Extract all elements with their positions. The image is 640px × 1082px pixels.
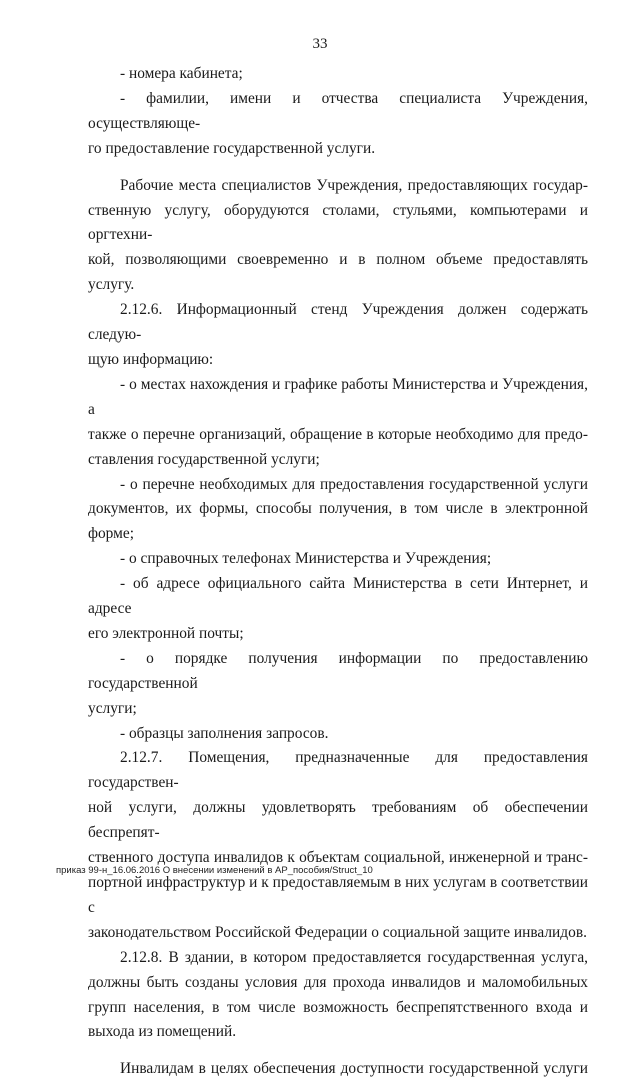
text-line: - номера кабинета; bbox=[120, 65, 243, 82]
text-line: - о перечне необходимых для предоставления государственной услуги bbox=[120, 475, 588, 493]
text-line: должны быть созданы условия для прохода инвалидов и маломобильных bbox=[88, 973, 588, 991]
text-line: Рабочие места специалистов Учреждения, предоставляющих государ- bbox=[120, 176, 588, 194]
text-line: кой, позволяющими своевременно и в полном объеме предоставлять услугу. bbox=[88, 251, 588, 294]
text-line: ставления государственной услуги; bbox=[88, 450, 320, 468]
text-line: законодательством Российской Федерации о социальной защите инвалидов. bbox=[88, 923, 587, 941]
text-line: ственного доступа инвалидов к объектам социальной, инженерной и транс- bbox=[88, 849, 588, 867]
text-line: услуги; bbox=[88, 699, 137, 717]
text-line: го предоставление государственной услуги. bbox=[88, 139, 376, 157]
text-line: ной услуги, должны удовлетворять требованиям об обеспечении беспрепят- bbox=[88, 799, 588, 842]
text-line: групп населения, в том числе возможность беспрепятственного входа и bbox=[88, 998, 588, 1016]
footer-text: приказ 99-н_16.06.2016 О внесении изменений в АР_пособия/Struct_10 bbox=[56, 865, 373, 876]
text-line: документов, их формы, способы получения, в том числе в электронной форме; bbox=[88, 500, 588, 543]
text-line: 2.12.7. Помещения, предназначенные для предоставления государствен- bbox=[88, 749, 588, 792]
text-line: щую информацию: bbox=[88, 350, 214, 368]
document-body bbox=[88, 62, 588, 1082]
text-line: 2.12.6. Информационный стенд Учреждения должен содержать следую- bbox=[88, 301, 588, 344]
text-line: выхода из помещений. bbox=[88, 1023, 237, 1041]
text-line: его электронной почты; bbox=[88, 624, 244, 642]
text-line: 2.12.8. В здании, в котором предоставляется государственная услуга, bbox=[120, 948, 588, 966]
text-line: портной инфраструктур и к предоставляемым в них услугам в соответствии с bbox=[88, 874, 588, 916]
text-line: также о перечне организаций, обращение в которые необходимо для предо- bbox=[88, 425, 588, 443]
text-line: - об адресе официального сайта Министерства в сети Интернет, и адресе bbox=[88, 575, 588, 618]
text-line: - образцы заполнения запросов. bbox=[120, 724, 329, 742]
page-number: 33 bbox=[312, 36, 328, 52]
text-line: Инвалидам в целях обеспечения доступности государственной услуги bbox=[120, 1060, 588, 1078]
text-line: ственную услугу, оборудуются столами, стульями, компьютерами и оргтехни- bbox=[88, 201, 588, 244]
text-line: - фамилии, имени и отчества специалиста Учреждения, осуществляюще- bbox=[88, 89, 588, 132]
text-line: - о местах нахождения и графике работы Министерства и Учреждения, а bbox=[88, 375, 588, 418]
text-line: - о справочных телефонах Министерства и Учреждения; bbox=[120, 550, 492, 568]
text-line: - о порядке получения информации по предоставлению государственной bbox=[88, 649, 588, 692]
